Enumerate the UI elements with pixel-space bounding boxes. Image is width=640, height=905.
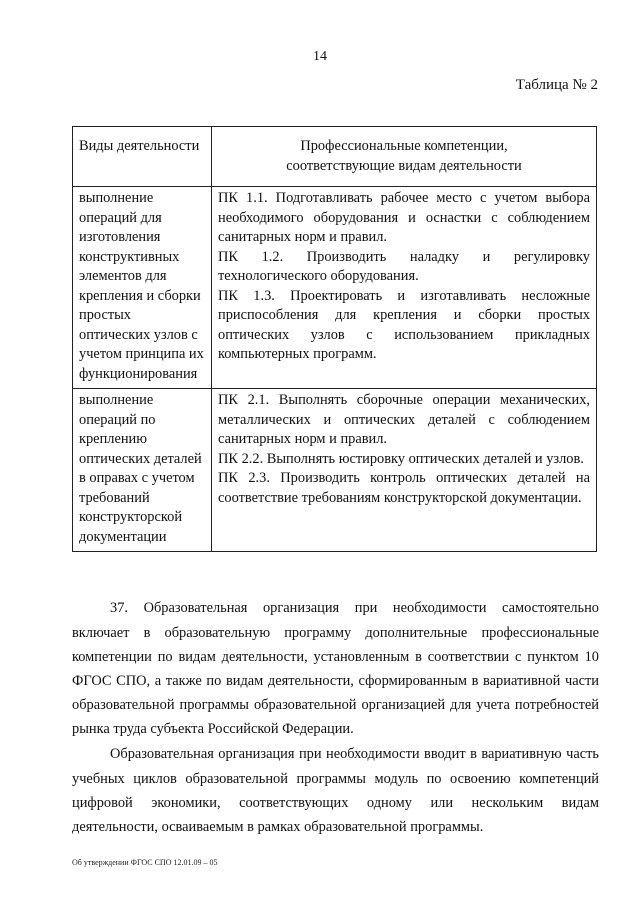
header-competence [212, 127, 597, 187]
competence-item: ПК 1.2. Производить наладку и регулировку технологического оборудования. [218, 248, 590, 284]
page-number: 14 [313, 49, 327, 64]
paragraph-digital-economy: Образовательная организация при необходимости вводит в вариативную часть учебных циклов образовательной программы модуль по освоению компетенций цифровой экономики, соответствующих одному или нескольким видам деятельности, осваиваемым в рамках образовательной программы. [72, 746, 599, 835]
header-competence-line2: соответствующие видам деятельности [286, 157, 522, 174]
competence-item: ПК 1.3. Проектировать и изготавливать несложные приспособления для крепления и сборки простых оптических узлов с использованием прикладных компьютерных программ. [218, 287, 590, 362]
table-row [73, 389, 597, 552]
competence-item: ПК 2.3. Производить контроль оптических деталей на соответствие требованиям конструкторской документации. [218, 470, 590, 506]
header-activity: Виды деятельности [73, 127, 212, 187]
competence-item: ПК 1.1. Подготавливать рабочее место с учетом выбора необходимого оборудования и оснастки с соблюдением санитарных норм и правил. [218, 190, 590, 245]
table-label: Таблица № 2 [515, 77, 598, 93]
footer-note: Об утверждении ФГОС СПО 12.01.09 – 05 [72, 858, 218, 867]
paragraph-37: 37. Образовательная организация при необходимости самостоятельно включает в образовательную программу дополнительные профессиональные компетенции по видам деятельности, установленным в соответствии с пунктом 10 ФГОС СПО, а также по видам деятельности, сформированным в вариативной части образовательной программы образовательной организацией для учета потребностей рынка труда субъекта Российской Федерации. [72, 600, 599, 738]
activity-cell: выполнение операций по креплению оптических деталей в оправах с учетом требований конструкторской документации [73, 389, 212, 552]
table-row [73, 187, 597, 389]
header-competence-line1: Профессиональные компетенции, [300, 138, 508, 154]
competence-table [72, 126, 597, 552]
competence-item: ПК 2.1. Выполнять сборочные операции механических, металлических и оптических деталей с соблюдением санитарных норм и правил. [218, 392, 590, 447]
competence-cell [212, 187, 597, 389]
activity-cell: выполнение операций для изготовления конструктивных элементов для крепления и сборки простых оптических узлов с учетом принципа их функционирования [73, 187, 212, 389]
competence-item: ПК 2.2. Выполнять юстировку оптических деталей и узлов. [218, 450, 584, 467]
table-header-row [73, 127, 597, 187]
competence-cell [212, 389, 597, 552]
